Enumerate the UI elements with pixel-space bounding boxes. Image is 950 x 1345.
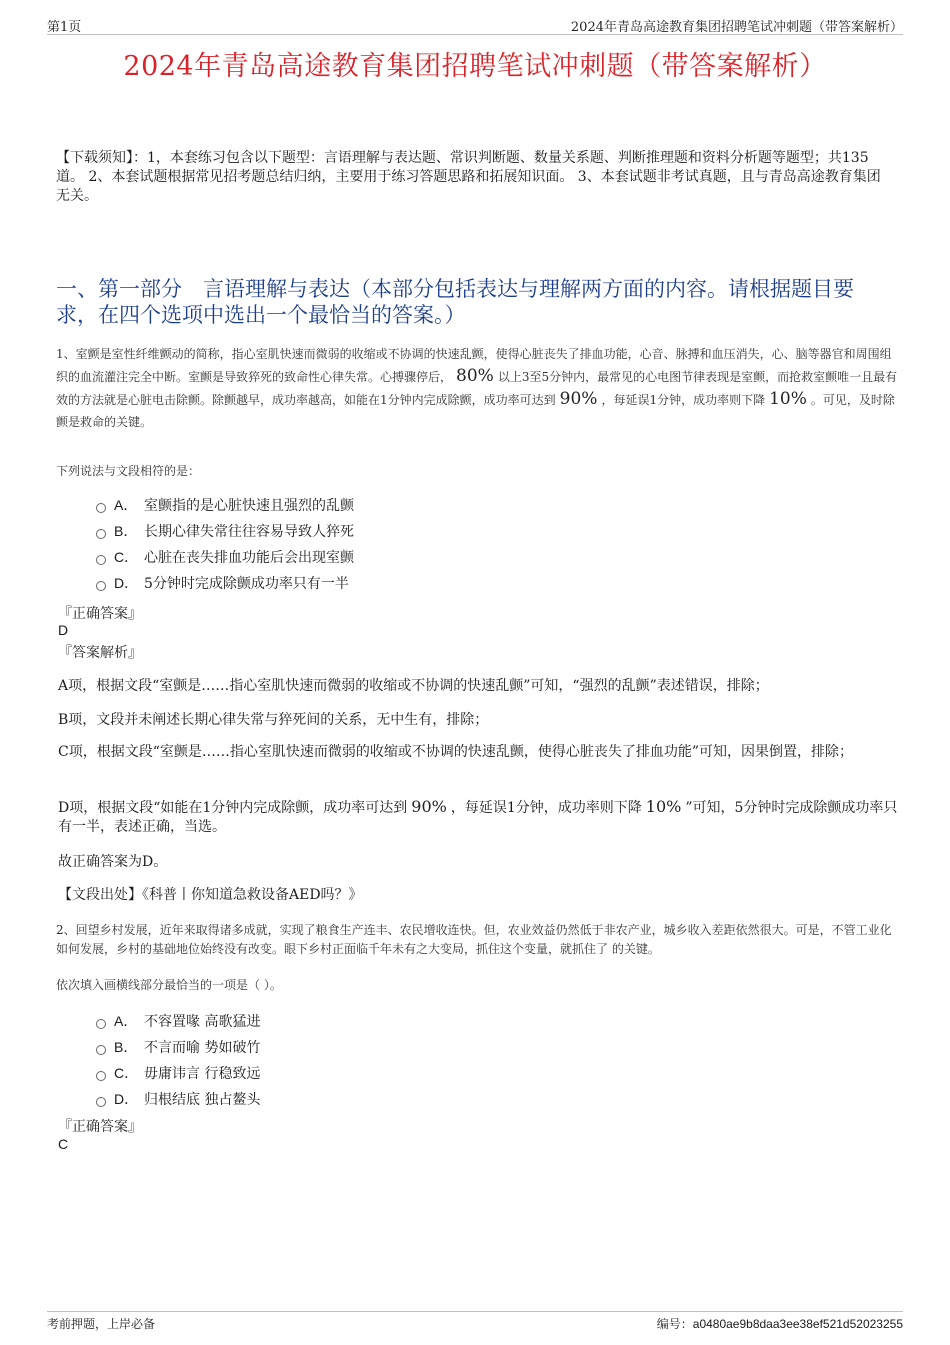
question-2-text: 2、回望乡村发展，近年来取得诸多成就，实现了粮食生产连丰、农民增收连快。但，农业效益仍然低于非农产业，城乡收入差距依然很大。可是，不管工业化如何发展，乡村的基础地位始终没有改变。眼下乡村正面临千年未有之大变局，抓住这个变量，就抓住了 的关键。 bbox=[56, 923, 892, 956]
answer-value: C bbox=[58, 1136, 69, 1152]
option-a[interactable]: A． 室颤指的是心脏快速且强烈的乱颤 bbox=[96, 492, 354, 518]
conclusion: 故正确答案为D。 bbox=[58, 854, 168, 870]
radio-icon[interactable] bbox=[96, 1097, 106, 1107]
question-1-text: 1、室颤是室性纤维颤动的简称，指心室肌快速而微弱的收缩或不协调的快速乱颤，使得心脏丧失了排血功能，心音、脉搏和血压消失，心、脑等器官和周围组织的血流灌注完全中断。室颤是导致猝死的致命性心律失常。心搏骤停后， 80% 以上3至5分钟内，最常见的心电图节律表现是室颤，而抢救室颤唯一且最有效的方法就是心脏电击除颤。除颤越早，成功率越高，如能在1分钟内完成除颤，成功率可达到 90% ，每延误1分钟，成功率则下降 10% 。可见，及时除颤是救命的关键。 bbox=[56, 347, 898, 429]
analysis-b: B项，文段并未阐述长期心律失常与猝死间的关系，无中生有，排除； bbox=[58, 712, 489, 728]
download-notice: 【下载须知】：1，本套练习包含以下题型：言语理解与表达题、常识判断题、数量关系题、判断推理题和资料分析题等题型；共135道。 2、本套试题根据常见招考题总结归纳，主要用于练习答题思路和拓展知识面。 3、本套试题非考试真题，且与青岛高途教育集团无关。 bbox=[56, 150, 881, 204]
document-title: 2024年青岛高途教育集团招聘笔试冲刺题（带答案解析） bbox=[123, 51, 827, 82]
analysis-a: A项，根据文段“室颤是……指心室肌快速而微弱的收缩或不协调的快速乱颤”可知，“强烈的乱颤”表述错误，排除； bbox=[58, 678, 769, 694]
footer-slogan: 考前押题，上岸必备 bbox=[47, 1317, 156, 1331]
option-d[interactable]: D． 归根结底 独占鳌头 bbox=[96, 1086, 260, 1112]
footer-serial: 编号：a0480ae9b8daa3ee38ef521d52023255 bbox=[656, 1317, 903, 1331]
analysis-d: D项，根据文段“如能在1分钟内完成除颤，成功率可达到 90% ，每延误1分钟，成功率则下降 10% ”可知，5分钟时完成除颤成功率只有一半，表述正确，当选。 bbox=[58, 797, 898, 835]
analysis-label: 『答案解析』 bbox=[58, 645, 142, 661]
option-c[interactable]: C． 心脏在丧失排血功能后会出现室颤 bbox=[96, 544, 354, 570]
analysis-c: C项，根据文段“室颤是……指心室肌快速而微弱的收缩或不协调的快速乱颤，使得心脏丧失了排血功能”可知，因果倒置，排除； bbox=[58, 744, 854, 760]
option-b[interactable]: B． 不言而喻 势如破竹 bbox=[96, 1034, 260, 1060]
option-b[interactable]: B． 长期心律失常往往容易导致人猝死 bbox=[96, 518, 354, 544]
radio-icon[interactable] bbox=[96, 1045, 106, 1055]
question-2-prompt: 依次填入画横线部分最恰当的一项是（ ）。 bbox=[56, 978, 282, 992]
question-1-options bbox=[96, 492, 354, 596]
source: 【文段出处】《科普丨你知道急救设备AED吗？》 bbox=[58, 887, 363, 903]
option-d[interactable]: D． 5分钟时完成除颤成功率只有一半 bbox=[96, 570, 354, 596]
page-number: 第1页 bbox=[47, 20, 82, 35]
radio-icon[interactable] bbox=[96, 529, 106, 539]
radio-icon[interactable] bbox=[96, 1019, 106, 1029]
radio-icon[interactable] bbox=[96, 503, 106, 513]
radio-icon[interactable] bbox=[96, 581, 106, 591]
percent-80: 80% bbox=[456, 366, 494, 386]
option-a[interactable]: A． 不容置喙 高歌猛进 bbox=[96, 1008, 260, 1034]
option-c[interactable]: C． 毋庸讳言 行稳致远 bbox=[96, 1060, 260, 1086]
question-1-prompt: 下列说法与文段相符的是： bbox=[56, 464, 201, 478]
radio-icon[interactable] bbox=[96, 555, 106, 565]
percent-10: 10% bbox=[769, 389, 807, 409]
radio-icon[interactable] bbox=[96, 1071, 106, 1081]
question-2-options bbox=[96, 1008, 260, 1112]
page-header bbox=[47, 12, 903, 35]
answer-label: 『正确答案』 bbox=[58, 1119, 142, 1135]
answer-value: D bbox=[58, 622, 69, 638]
answer-label: 『正确答案』 bbox=[58, 606, 142, 622]
header-doc-title: 2024年青岛高途教育集团招聘笔试冲刺题（带答案解析） bbox=[570, 20, 903, 35]
section-title: 一、第一部分 言语理解与表达（本部分包括表达与理解两方面的内容。请根据题目要求，在四个选项中选出一个最恰当的答案。） bbox=[56, 277, 854, 327]
page-footer bbox=[47, 1311, 903, 1331]
percent-90: 90% bbox=[559, 389, 598, 409]
